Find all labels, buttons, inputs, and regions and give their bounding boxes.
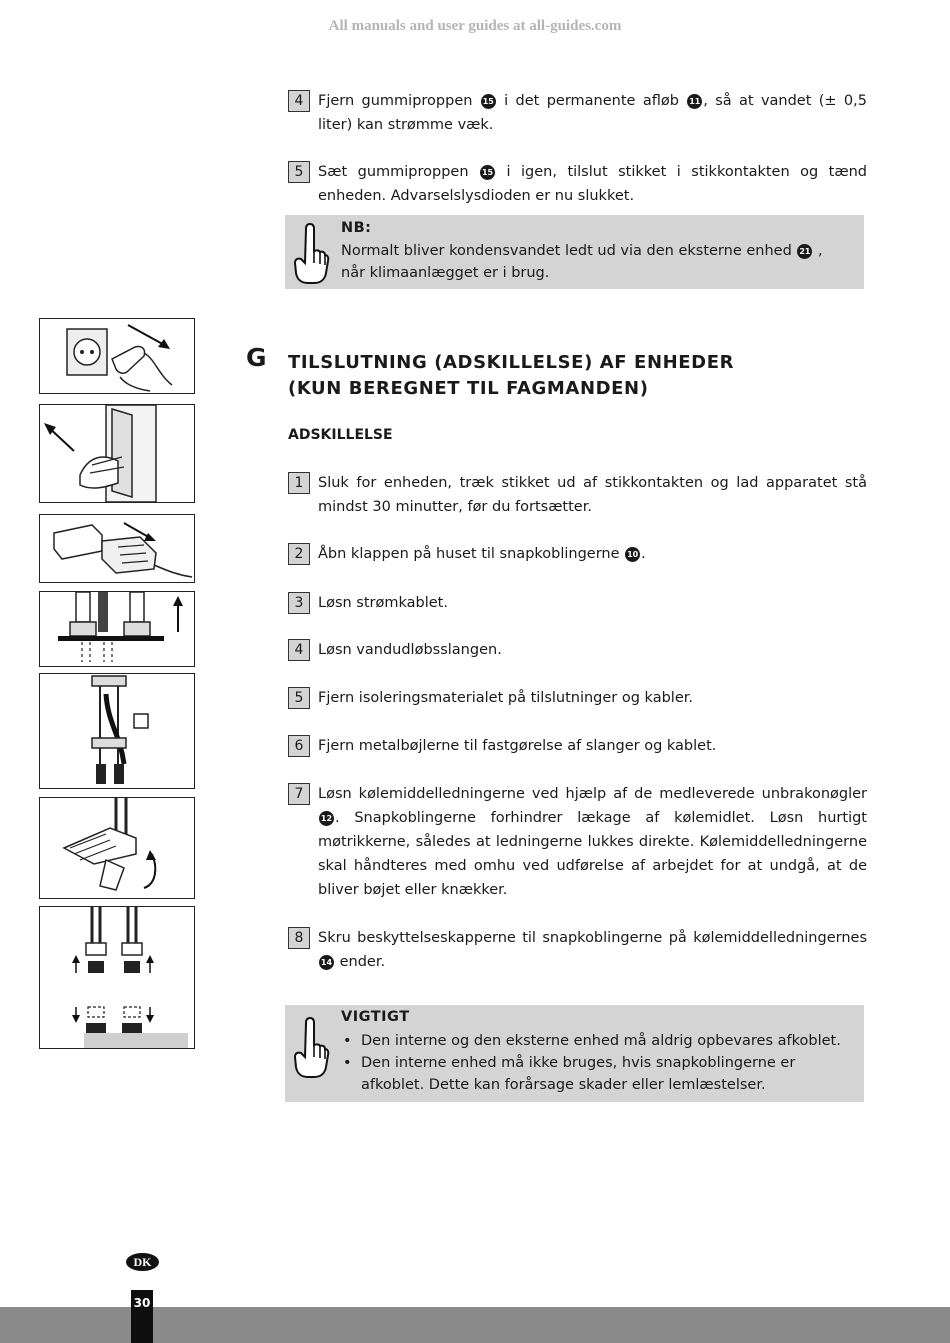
pointing-hand-icon [292, 1015, 330, 1081]
step-number: 2 [288, 543, 310, 565]
step-text: Skru beskyttelseskapperne til snapkoblingerne på kølemiddelledningernes 14 ender. [318, 930, 867, 970]
vigtigt-text [341, 1030, 850, 1096]
step-number: 5 [288, 687, 310, 709]
step-text: Løsn vandudløbsslangen. [318, 642, 502, 658]
list-item: • Den interne enhed må ikke bruges, hvis snapkoblingerne er afkoblet. Dette kan forårsage skader eller lemlæstelser. [341, 1052, 850, 1096]
step-3 [288, 591, 867, 615]
step-number: 8 [288, 927, 310, 949]
step-top-5 [288, 160, 867, 208]
step-4 [288, 638, 867, 662]
ref-circle: 14 [319, 955, 334, 970]
step-7 [288, 782, 867, 902]
step-number: 4 [288, 90, 310, 112]
ref-circle: 15 [481, 94, 496, 109]
nb-note-box [285, 215, 864, 289]
watermark: All manuals and user guides at all-guides.com [328, 18, 622, 34]
illustration-insulation [39, 673, 195, 789]
step-1 [288, 471, 867, 519]
step-text: Løsn strømkablet. [318, 595, 448, 611]
step-text: Åbn klappen på huset til snapkoblingerne 10 . [318, 546, 646, 562]
illustration-caps [39, 906, 195, 1049]
vigtigt-list [341, 1030, 850, 1096]
subheading: ADSKILLELSE [288, 427, 393, 443]
step-top-4 [288, 89, 867, 137]
step-text: Fjern metalbøjlerne til fastgørelse af slanger og kablet. [318, 738, 717, 754]
ref-circle: 15 [480, 165, 495, 180]
illustration-unplug [39, 318, 195, 394]
step-text: Sluk for enheden, træk stikket ud af stikkontakten og lad apparatet stå mindst 30 minutter, før du fortsætter. [318, 475, 867, 515]
step-text: Løsn kølemiddelledningerne ved hjælp af de medleverede unbrakonøgler 12 . Snapkoblingerne forhindrer lækage af kølemidlet. Løsn hurtigt møtrikkerne, således at ledningerne lukkes direkte. Kølemiddelledningerne skal håndteres med omhu ved udførelse af arbejdet for at undgå, at de bliver bøjet eller knækker. [318, 786, 867, 898]
step-text: Sæt gummiproppen 15 i igen, tilslut stikket i stikkontakten og tænd enheden. Advarselslysdioden er nu slukket. [318, 164, 868, 204]
ref-circle: 10 [625, 547, 640, 562]
step-number: 1 [288, 472, 310, 494]
list-item: • Den interne og den eksterne enhed må aldrig opbevares afkoblet. [341, 1030, 850, 1052]
step-6 [288, 734, 867, 758]
step-number: 3 [288, 592, 310, 614]
nb-title: NB: [341, 220, 372, 236]
step-number: 5 [288, 161, 310, 183]
nb-text: Normalt bliver kondensvandet ledt ud via den eksterne enhed 21 , når klimaanlægget er i brug. [341, 243, 823, 281]
step-number: 6 [288, 735, 310, 757]
step-text: Fjern isoleringsmaterialet på tilslutninger og kabler. [318, 690, 693, 706]
ref-circle: 12 [319, 811, 334, 826]
step-number: 4 [288, 639, 310, 661]
step-number: 7 [288, 783, 310, 805]
pointing-hand-icon [292, 221, 330, 287]
step-5 [288, 686, 867, 710]
section-letter: G [246, 343, 267, 372]
ref-circle: 21 [797, 244, 812, 259]
page-number: 30 [131, 1290, 153, 1343]
step-text: Fjern gummiproppen 15 i det permanente afløb 11 , så at vandet (± 0,5 liter) kan strømme væk. [318, 93, 867, 133]
illustration-connector [39, 514, 195, 583]
illustration-wrench [39, 797, 195, 899]
language-badge: DK [126, 1253, 159, 1271]
ref-circle: 11 [687, 94, 702, 109]
step-8 [288, 926, 867, 974]
illustration-cable [39, 591, 195, 667]
step-2 [288, 542, 867, 566]
vigtigt-title: VIGTIGT [341, 1009, 410, 1025]
section-title: TILSLUTNING (ADSKILLELSE) AF ENHEDER (KUN BEREGNET TIL FAGMANDEN) [288, 352, 735, 399]
vigtigt-note-box [285, 1005, 864, 1102]
illustration-open-flap [39, 404, 195, 503]
